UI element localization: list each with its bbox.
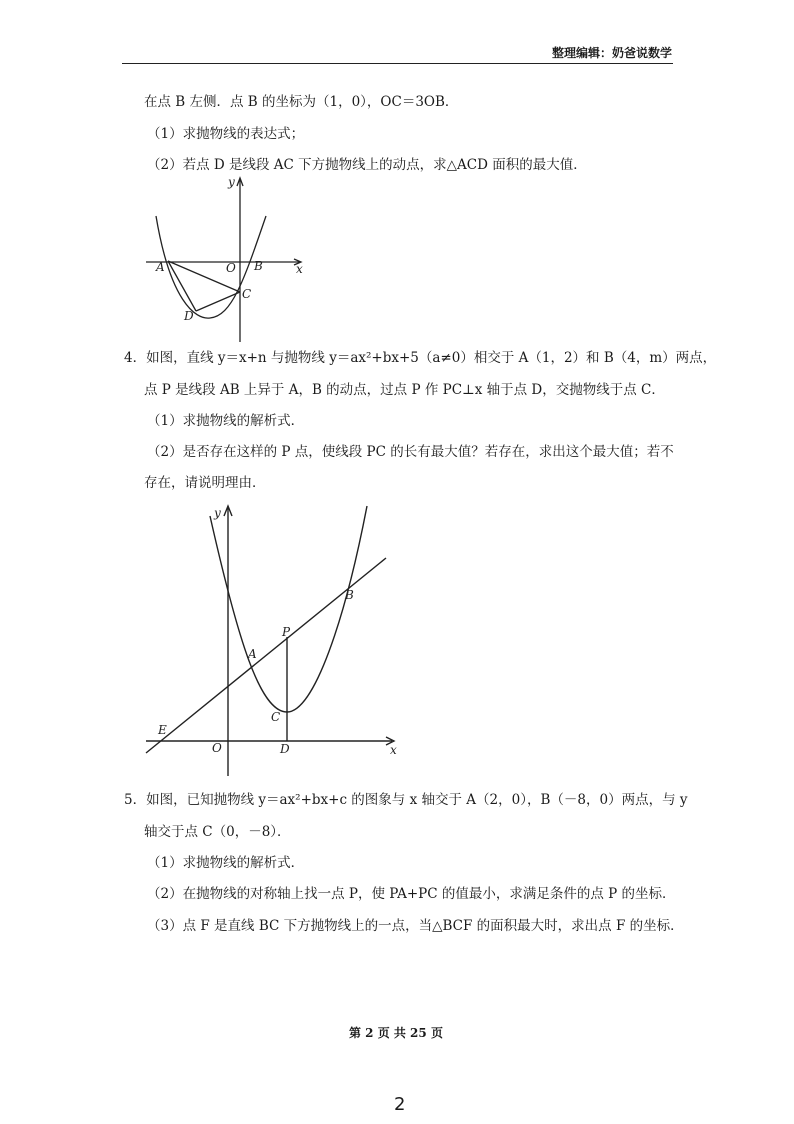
text-line-7: （2）是否存在这样的 P 点，使线段 PC 的长有最大值？若存在，求出这个最大值；若不 (147, 444, 674, 460)
figure-2-label-P: P (282, 625, 291, 639)
text-line-5: 点 P 是线段 AB 上异于 A，B 的动点，过点 P 作 PC⊥x 轴于点 D，交抛物线于点 C． (144, 382, 665, 398)
figure-1-label-O: O (226, 261, 236, 275)
figure-2-label-A: A (248, 647, 257, 661)
text-line-2: （1）求抛物线的表达式； (147, 126, 305, 142)
text-line-10: 轴交于点 C（0，－8）． (144, 824, 291, 840)
text-line-4: 4．如图，直线 y＝x+n 与抛物线 y＝ax²+bx+5（a≠0）相交于 A（1，2）和 B（4，m）两点， (124, 350, 717, 366)
figure-2-label-B: B (345, 588, 354, 602)
figure-2-label-y: y (214, 506, 221, 520)
figure-2-label-E: E (158, 723, 167, 737)
text-line-11: （1）求抛物线的解析式． (147, 855, 305, 871)
header-divider (122, 63, 673, 64)
text-line-12: （2）在抛物线的对称轴上找一点 P，使 PA+PC 的值最小，求满足条件的点 P 的坐标． (147, 886, 676, 902)
page-number: 2 (394, 1094, 406, 1115)
figure-1-label-A: A (156, 260, 165, 274)
figure-2-label-x: x (390, 743, 397, 757)
figure-1-label-D: D (184, 309, 194, 323)
text-line-13: （3）点 F 是直线 BC 下方抛物线上的一点，当△BCF 的面积最大时，求出点 F 的坐标． (147, 918, 684, 934)
text-line-8: 存在，请说明理由． (144, 475, 266, 491)
text-line-6: （1）求抛物线的解析式． (147, 413, 305, 429)
text-line-9: 5．如图，已知抛物线 y＝ax²+bx+c 的图象与 x 轴交于 A（2，0），B（－8，0）两点，与 y (124, 792, 688, 808)
text-line-3: （2）若点 D 是线段 AC 下方抛物线上的动点，求△ACD 面积的最大值． (147, 157, 587, 173)
page-footer: 第 2 页 共 25 页 (349, 1026, 443, 1040)
figure-2 (140, 500, 410, 782)
figure-1-parabola (156, 216, 266, 318)
figure-2-label-O: O (212, 741, 222, 755)
figure-1 (140, 172, 310, 348)
header-title: 整理编辑：奶爸说数学 (551, 46, 672, 60)
figure-1-label-y: y (228, 175, 235, 189)
figure-2-label-D: D (280, 742, 290, 756)
segment-DC (196, 292, 240, 311)
figure-1-label-B: B (254, 259, 263, 273)
figure-1-label-x: x (296, 262, 303, 276)
text-line-1: 在点 B 左侧．点 B 的坐标为（1，0），OC＝3OB． (144, 94, 459, 110)
figure-1-label-C: C (242, 287, 252, 301)
segment-AD (168, 261, 196, 311)
figure-2-label-C: C (271, 710, 281, 724)
